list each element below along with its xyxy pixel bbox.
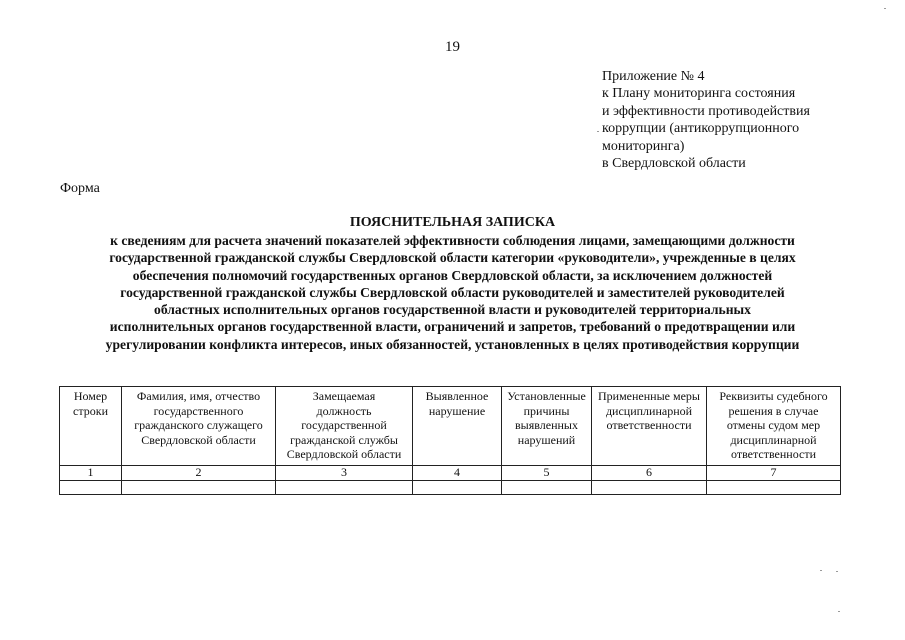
scan-speck [820,570,822,571]
column-number-cell: 4 [413,466,502,481]
appendix-line: мониторинга) [602,138,685,154]
column-number-cell: 5 [502,466,592,481]
appendix-line: Приложение № 4 [602,69,705,84]
appendix-line: и эффективности противодействия [602,103,810,119]
column-number-cell: 6 [592,466,707,481]
appendix-line: в Свердловской области [602,156,746,172]
scan-speck [597,131,599,132]
empty-cell [413,481,502,495]
subtitle-line: урегулировании конфликта интересов, иных обязанностей, установленных в целях противодействия коррупции [105,336,800,352]
subtitle-line: обеспечения полномочий государственных органов Свердловской области, за исключением должностей [132,267,773,283]
scan-speck [838,611,840,612]
empty-cell [707,481,841,495]
header-cell-full-name: Фамилия, имя, отчество государственного гражданского служащего Свердловской области [122,387,276,466]
document-title: ПОЯСНИТЕЛЬНАЯ ЗАПИСКА [349,215,556,230]
column-number-cell: 3 [276,466,413,481]
table-header-row [60,387,841,466]
column-number-row [60,466,841,481]
scan-speck [884,8,886,9]
report-table [59,386,841,495]
subtitle-line: исполнительных органов государственной власти, ограничений и запретов, требований о предотвращении или [109,319,796,335]
form-label: Форма [60,181,100,196]
scan-speck [836,571,838,572]
header-cell-court-decision: Реквизиты судебного решения в случае отмены судом мер дисциплинарной ответственности [707,387,841,466]
header-cell-violation: Выявленное нарушение [413,387,502,466]
column-number-cell: 2 [122,466,276,481]
empty-cell [60,481,122,495]
page-number: 19 [445,39,460,55]
empty-cell [122,481,276,495]
empty-cell [276,481,413,495]
document-subtitle [40,232,865,353]
empty-cell [502,481,592,495]
empty-data-row [60,481,841,495]
column-number-cell: 7 [707,466,841,481]
header-cell-position: Замещаемая должность государственной гражданской службы Свердловской области [276,387,413,466]
header-cell-disciplinary-measures: Примененные меры дисциплинарной ответственности [592,387,707,466]
subtitle-line: государственной гражданской службы Свердловской области категории «руководители», учрежденные в целях [109,250,796,266]
appendix-line: коррупции (антикоррупционного [602,121,800,137]
appendix-reference [602,68,882,172]
appendix-line: к Плану мониторинга состояния [602,86,796,102]
subtitle-line: государственной гражданской службы Свердловской области руководителей и заместителей руководителей [120,284,785,300]
empty-cell [592,481,707,495]
column-number-cell: 1 [60,466,122,481]
subtitle-line: к сведениям для расчета значений показателей эффективности соблюдения лицами, замещающими должности [110,233,795,248]
subtitle-line: областных исполнительных органов государственной власти и руководителей территориальных [154,302,751,318]
header-cell-causes: Установленные причины выявленных нарушений [502,387,592,466]
header-cell-row-number: Номер строки [60,387,122,466]
